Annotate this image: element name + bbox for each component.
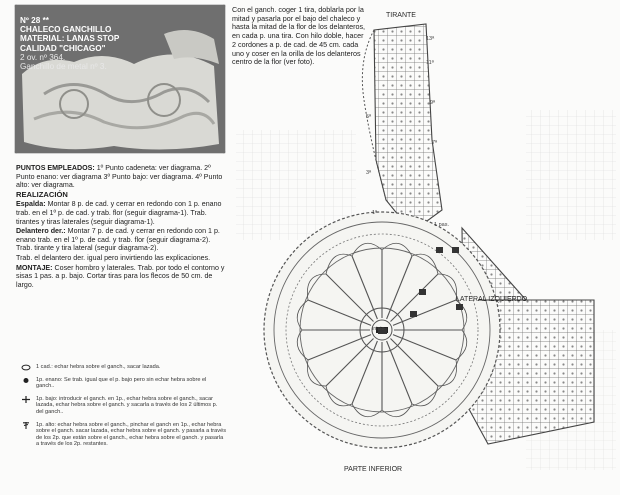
diagram-drawing — [226, 0, 620, 490]
front-text: Montar 7 p. de cad. y cerrar en redondo con 1 p. enano trab. en el 1º p. de cad. y trab. flor (seguir diagrama-2). Trab. tirante y tira lateral (seguir diagrama-2). — [16, 227, 220, 253]
skeins-line: 2 ov. nº 364. — [20, 52, 66, 62]
stitches-text: 1º Punto cadeneta: ver diagrama. 2º Punto enano: ver diagrama 3º Punto bajo: ver diagrama. 4º Punto alto: ver diagrama. — [16, 164, 223, 190]
pattern-header — [20, 16, 160, 71]
single-crochet-icon — [20, 396, 32, 403]
crochet-diagram — [226, 0, 620, 490]
assembly-text: Coser hombro y laterales. Trab. por todo el contorno y sisas 1 pas. a p. bajo. Cortar tiras para los flecos de 50 cm. de largo. — [16, 263, 225, 289]
legend-item — [18, 364, 226, 371]
material-line: MATERIAL: LANAS STOP — [20, 34, 120, 44]
legend-item — [18, 377, 226, 390]
legend-item — [18, 396, 226, 416]
back-paragraph — [16, 200, 226, 226]
lateral-label: LATERAL IZQUIERDO — [456, 296, 528, 303]
stitches-paragraph — [16, 164, 226, 190]
legend-text: 1p. alto: echar hebra sobre el ganch., pinchar el ganch en 1p., echar hebra sobre el ganch. sacar lazada, echar hebra sobre el ganch. y pasarla a través de los 2p. que están sobre el ganch., echar hebra sobre el ganch. y pasarla a través de los 2p. restantes. — [36, 421, 226, 448]
row-label: 11ª — [426, 60, 434, 66]
strap-section — [374, 24, 442, 232]
difficulty-stars: ** — [42, 16, 49, 25]
front-label: Delantero der.: — [16, 227, 66, 236]
start-label: inicio — [372, 326, 385, 332]
instructions-body — [16, 164, 226, 290]
double-crochet-icon — [20, 422, 32, 429]
fringe-instructions: Con el ganch. coger 1 tira, doblarla por la mitad y pasarla por el bajo del chaleco y hasta la mitad de la flor de los delanteros, en cada p. una tira. Con hilo doble, hacer 2 cordones a p. de cad. de 45 cm. cada uno y coser en la orilla de los delanteros centro de la flor (ver foto). — [232, 5, 366, 67]
instructions-column — [14, 0, 226, 490]
legend-text: 1p. enano: Se trab. igual que el p. bajo pero sin echar hebra sobre el ganch.. — [36, 376, 207, 390]
row-label: 7ª — [432, 140, 438, 146]
stitches-heading: PUNTOS EMPLEADOS: — [16, 164, 95, 172]
realizacion-heading: REALIZACIÓN — [16, 189, 68, 199]
row-label: 13ª — [426, 36, 435, 42]
left-front-text: Trab. el delantero der. igual pero invirtiendo las explicaciones. — [16, 253, 211, 262]
hook-line: Ganchillo de metal nº 3. — [20, 62, 107, 72]
pattern-title: CHALECO GANCHILLO — [20, 25, 112, 35]
assembly-paragraph — [16, 264, 226, 290]
assembly-label: MONTAJE: — [16, 263, 53, 272]
row-label: 9ª — [430, 100, 436, 106]
slip-stitch-icon — [20, 377, 32, 384]
row-label: 5ª — [366, 114, 372, 120]
stitch-legend — [18, 364, 226, 454]
legend-text: 1 cad.: echar hebra sobre el ganch., sacar lazada. — [36, 364, 161, 370]
back-label: Espalda: — [16, 200, 46, 209]
strap-label: TIRANTE — [386, 12, 416, 19]
legend-text: 1p. bajo: introducir el ganch. en 1p., echar hebra sobre el ganch., sacar lazada, echar hebra sobre el ganch. y sacarla a través de los 2 últimos p. del ganch.. — [36, 395, 218, 415]
pattern-number: Nº 28 — [20, 16, 41, 25]
garment-photo — [14, 4, 226, 154]
back-text: Montar 8 p. de cad. y cerrar en redondo con 1 p. enano trab. en el 1º p. de cad. y trab. flor (seguir diagrama-1). Trab. tirantes y tiras laterales (seguir diagrama-1). — [16, 200, 222, 226]
legend-item — [18, 422, 226, 448]
bottom-label: PARTE INFERIOR — [344, 466, 403, 473]
row-label: 3ª — [366, 170, 372, 176]
pass-label: 1 pas. — [434, 222, 449, 228]
chain-stitch-icon — [20, 364, 32, 371]
quality-line: CALIDAD "CHICAGO" — [20, 43, 106, 53]
front-paragraph — [16, 227, 226, 253]
row-label: 1ª — [372, 210, 378, 216]
